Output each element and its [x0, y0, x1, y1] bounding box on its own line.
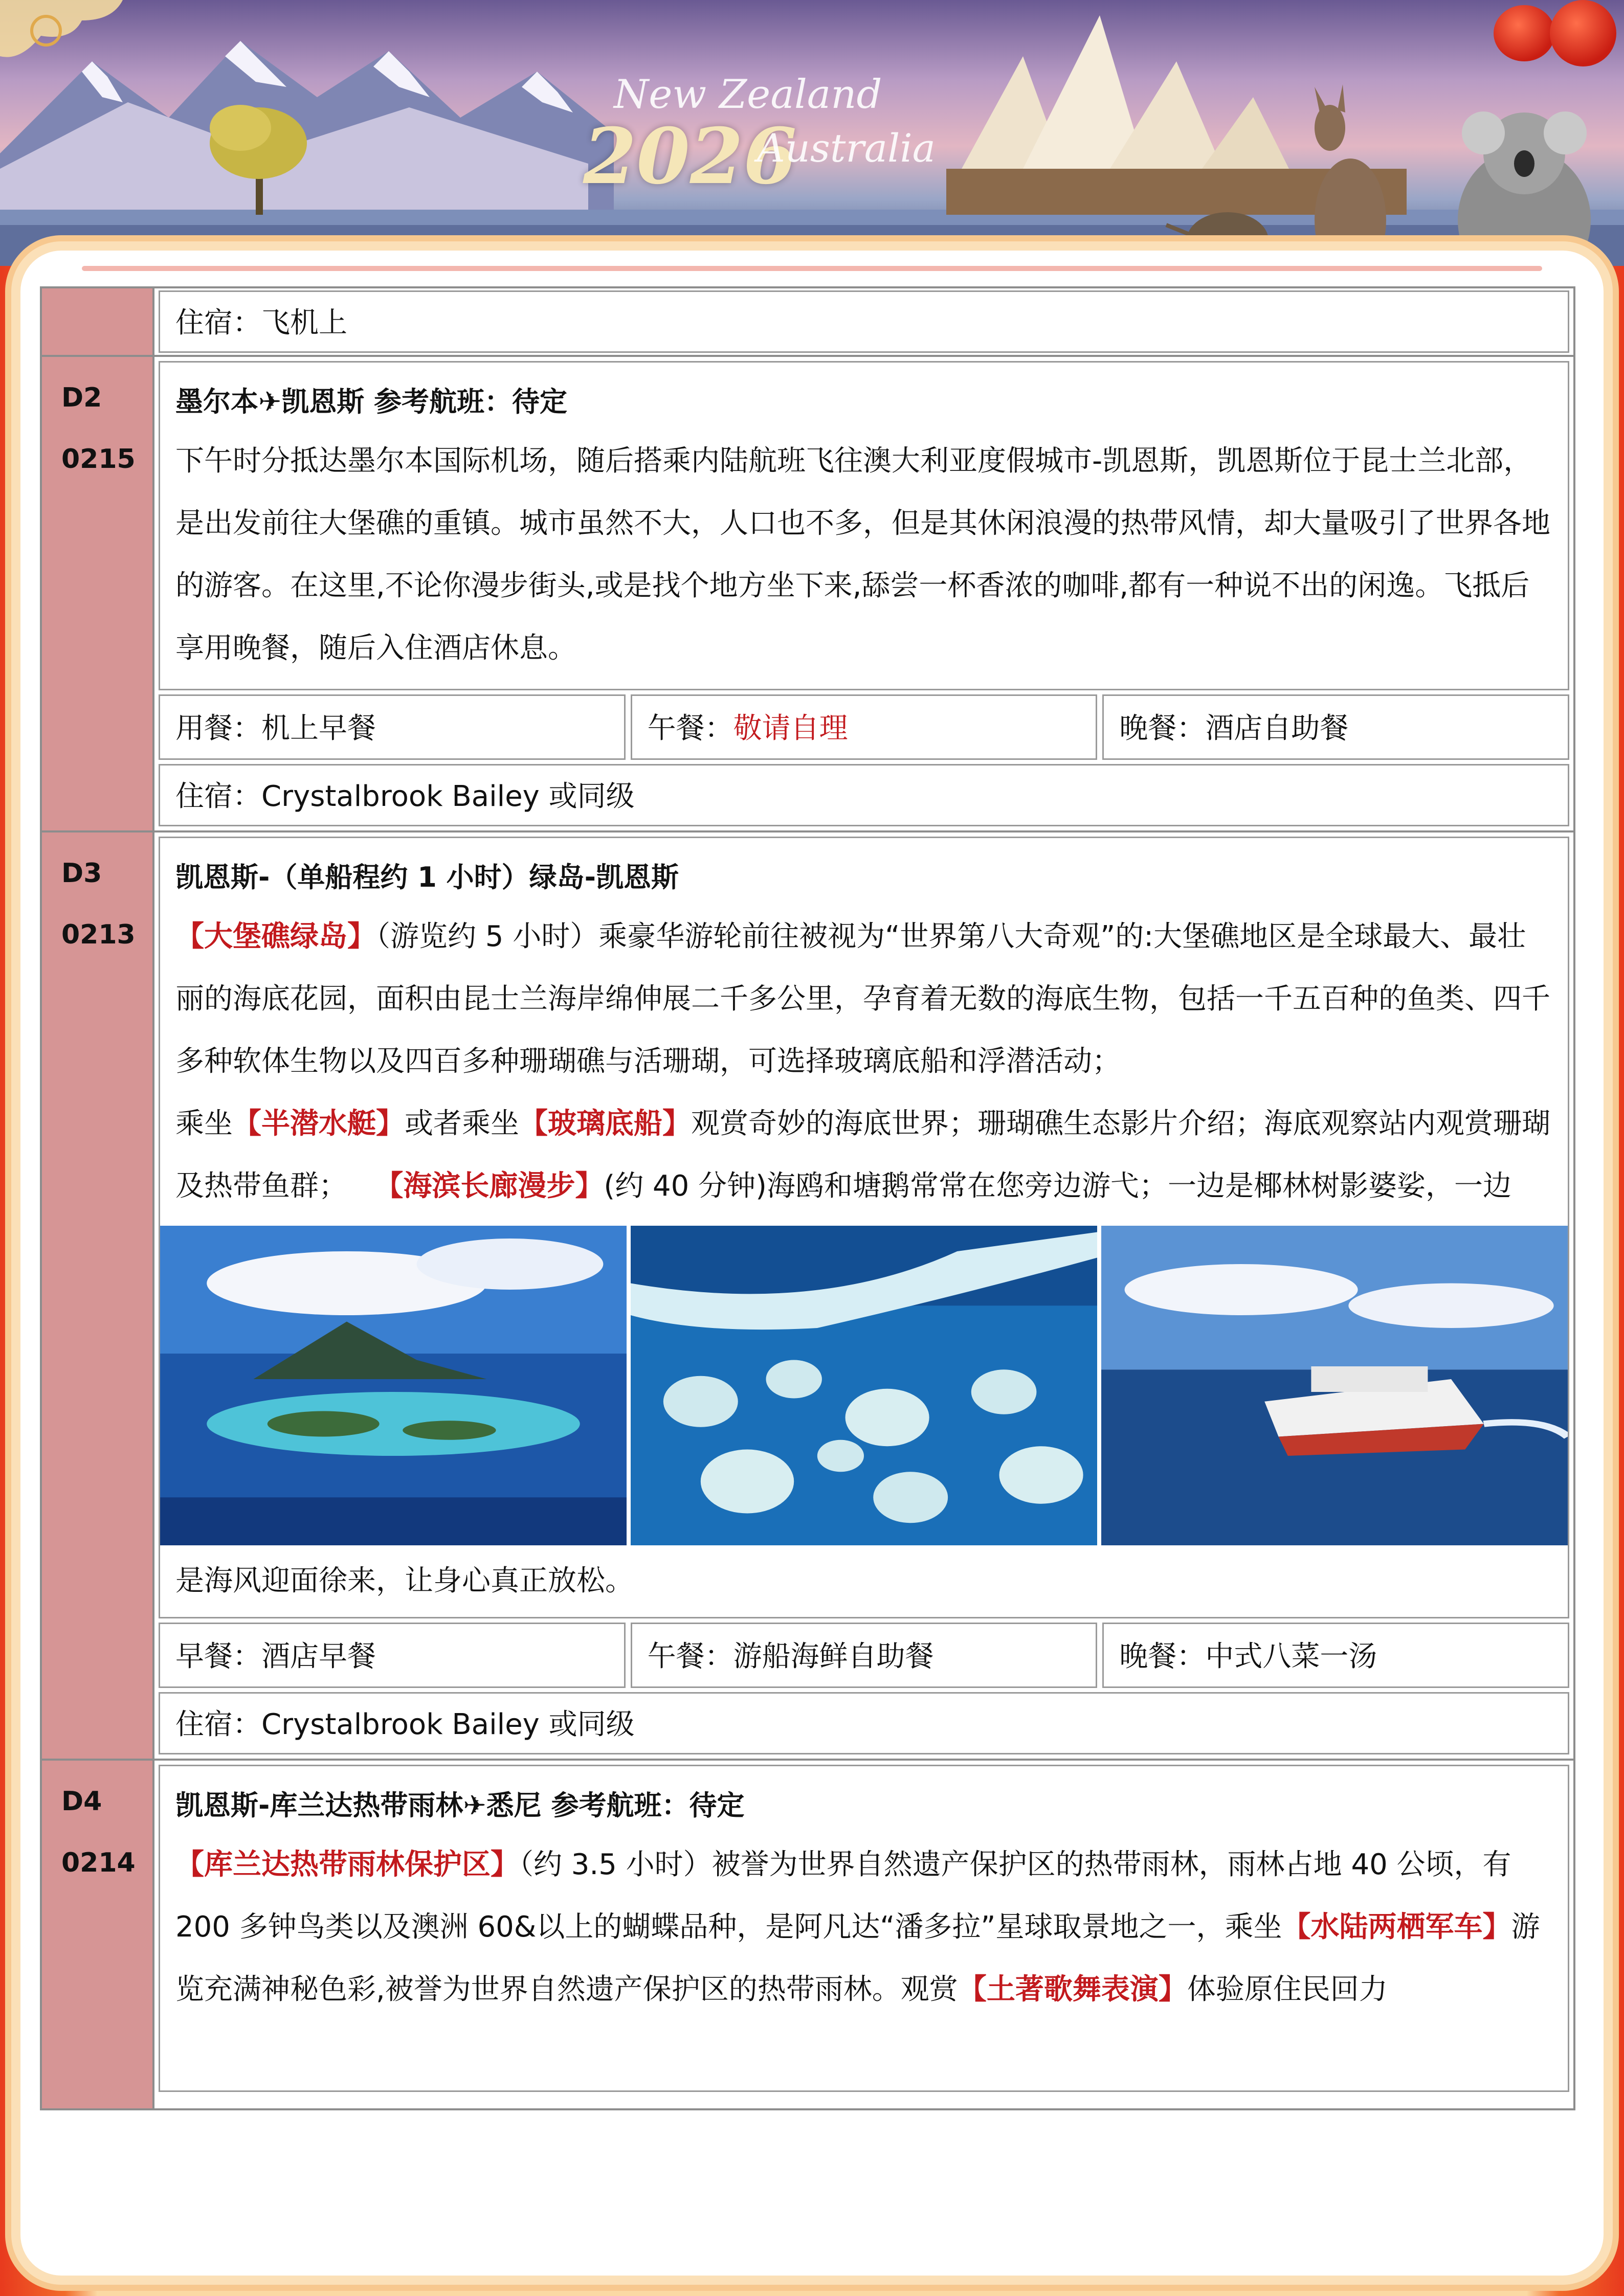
paragraph-text: 体验原住民回力: [1187, 1973, 1388, 2006]
highlight-great-barrier-reef: 【大堡礁绿岛】: [175, 920, 376, 953]
paragraph-2: [175, 1093, 1552, 1218]
itinerary-row-d1-tail: [40, 286, 1575, 355]
banner-title-australia: Australia: [757, 125, 936, 171]
row-content: [154, 357, 1573, 830]
banner-title: [583, 66, 941, 210]
photo-strip: [160, 1226, 1568, 1545]
day-cell: [42, 832, 154, 1759]
lunch-cell: 午餐：游船海鲜自助餐: [631, 1623, 1098, 1688]
day-label: D2: [61, 382, 102, 413]
meals-row: [159, 1623, 1569, 1688]
description-text: 下午时分抵达墨尔本国际机场，随后搭乘内陆航班飞往澳大利亚度假城市-凯恩斯，凯恩斯位于昆士兰北部，是出发前往大堡礁的重镇。城市虽然不大，人口也不多，但是其休闲浪漫的热带风情，却大量吸引了世界各地的游客。在这里,不论你漫步街头,或是找个地方坐下来,舔尝一杯香浓的咖啡,都有一种说不出的闲逸。飞抵后享用晚餐，随后入住酒店休息。: [175, 444, 1550, 665]
paragraph-text: 或者乘坐: [405, 1107, 519, 1140]
dinner-cell: 晚餐：中式八菜一汤: [1102, 1623, 1569, 1688]
meals-row: [159, 694, 1569, 760]
day-date: 0215: [61, 444, 136, 475]
highlight-kuranda-rainforest: 【库兰达热带雨林保护区】: [175, 1848, 519, 1881]
banner-title-year: 2026: [583, 111, 797, 201]
accommodation-cell: 住宿：Crystalbrook Bailey 或同级: [159, 1692, 1569, 1754]
photo-coral-reef: [631, 1226, 1097, 1545]
row-content: [154, 288, 1573, 355]
accommodation-cell: 住宿：飞机上: [159, 290, 1569, 353]
day-cell: [42, 357, 154, 830]
paragraph-text: 乘坐: [175, 1107, 233, 1140]
day-cell: [42, 1761, 154, 2108]
lantern-icon: [1550, 0, 1616, 66]
day-date: 0213: [61, 919, 136, 950]
accommodation-cell: 住宿：Crystalbrook Bailey 或同级: [159, 764, 1569, 826]
lunch-value: 敬请自理: [733, 712, 848, 745]
day-description: [159, 837, 1569, 1618]
decorative-stripe: [82, 266, 1542, 271]
day-title: 墨尔本✈凯恩斯 参考航班：待定: [175, 386, 568, 418]
itinerary-table: [40, 286, 1575, 2110]
lunch-cell: [631, 694, 1098, 760]
highlight-esplanade-walk: 【海滨长廊漫步】: [374, 1169, 604, 1203]
lantern-icon: [1494, 5, 1555, 61]
paragraph-text: 游览充满神秘色彩,被誉为世界自然遗产保护区的热带雨林。观赏: [175, 1910, 1540, 2006]
dinner-cell: 晚餐：酒店自助餐: [1102, 694, 1569, 760]
itinerary-row-d4: [40, 1759, 1575, 2110]
row-content: [154, 1761, 1573, 2108]
paragraph-1: [175, 906, 1552, 1093]
day-description: [159, 361, 1569, 690]
highlight-army-duck: 【水陆两栖军车】: [1282, 1910, 1511, 1944]
highlight-aboriginal-show: 【土著歌舞表演】: [958, 1973, 1187, 2006]
banner-title-new-zealand: New Zealand: [614, 72, 882, 118]
itinerary-row-d3: [40, 830, 1575, 1759]
day-date: 0214: [61, 1848, 136, 1878]
paragraph-1: [175, 1834, 1552, 2021]
day-title: 凯恩斯-（单船程约 1 小时）绿岛-凯恩斯: [175, 861, 679, 893]
itinerary-row-d2: [40, 355, 1575, 830]
row-content: [154, 832, 1573, 1759]
paragraph-text: （约 3.5 小时）被誉为世界自然遗产保护区的热带雨林，雨林占地 40 公顷，有 200 多钟鸟类以及澳洲 60&以上的蝴蝶品种，是阿凡达“潘多拉”星球取景地之一，乘坐: [175, 1848, 1511, 1944]
highlight-glass-boat: 【玻璃底船】: [519, 1107, 691, 1140]
day-label: D3: [61, 858, 102, 889]
highlight-semi-submarine: 【半潜水艇】: [233, 1107, 405, 1140]
paragraph-text: (约 40 分钟)海鸥和塘鹅常常在您旁边游弋；一边是椰林树影婆娑，一边: [604, 1169, 1511, 1203]
photo-cruise-ship: [1101, 1226, 1568, 1545]
day-title: 凯恩斯-库兰达热带雨林✈悉尼 参考航班：待定: [175, 1789, 745, 1821]
lunch-label: 午餐：: [647, 712, 733, 745]
breakfast-cell: 早餐：酒店早餐: [159, 1623, 626, 1688]
paragraph-text: 观赏奇妙的海底世界；珊瑚礁生态影片介绍；海底观察站内观赏珊瑚及热带鱼群；: [175, 1107, 1550, 1203]
day-description: [159, 1765, 1569, 2092]
header-banner: [0, 0, 1624, 266]
paragraph-text: （游览约 5 小时）乘豪华游轮前往被视为“世界第八大奇观”的:大堡礁地区是全球最大、最壮丽的海底花园，面积由昆士兰海岸绵伸展二千多公里，孕育着无数的海底生物，包括一千五百种的鱼类、四千多种软体生物以及四百多种珊瑚礁与活珊瑚，可选择玻璃底船和浮潜活动；: [175, 920, 1550, 1078]
day-label: D4: [61, 1786, 102, 1817]
description-text: 是海风迎面徐来，让身心真正放松。: [175, 1564, 634, 1597]
photo-island-lagoon: [160, 1226, 627, 1545]
breakfast-cell: 用餐：机上早餐: [159, 694, 626, 760]
day-cell: [42, 288, 154, 355]
